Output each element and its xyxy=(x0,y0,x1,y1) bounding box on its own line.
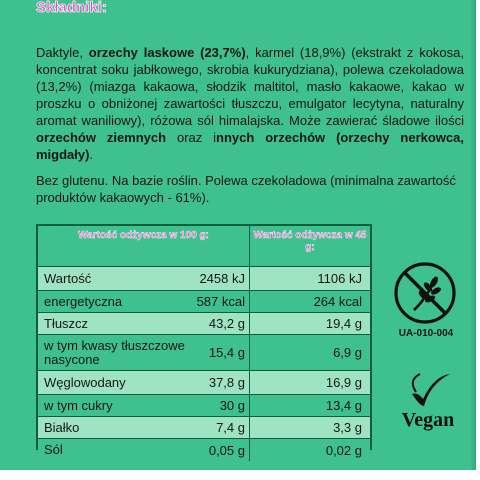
row-value-45g: 3,3 g xyxy=(333,420,362,435)
crossed-grain-icon xyxy=(392,260,458,326)
table-row xyxy=(38,267,370,291)
row-value-45g: 6,9 g xyxy=(333,345,362,360)
row-label: w tym cukry xyxy=(44,397,113,413)
ingredient-part xyxy=(325,130,336,145)
ingredient-part: (orzechy nerkowca, migdały) xyxy=(36,130,464,162)
row-label: Wartość xyxy=(44,270,92,286)
vegan-label: Vegan xyxy=(401,409,455,431)
ingredient-part: , karmel (18,9%) (ekstrakt z kokosa, koncentrat soku jabłkowego, skrobia kukurydziana), polewa czekoladowa (13,2%) (miazga kakaowa, słodzik maltitol, masło kakaowe, kakao w proszku o obniżonej zawartości tłuszczu, emulgator lecytyna, naturalny aromat waniliowy), różowa sól himalajska. Może zawierać śladowe ilości xyxy=(36,45,465,128)
ingredient-part: orzechy laskowe (23,7%) xyxy=(88,45,246,60)
row-value-45g: 0,02 g xyxy=(325,442,362,458)
ingredient-part: Daktyle, xyxy=(36,45,89,60)
row-label: Tłuszcz xyxy=(44,315,89,331)
row-value-100g: 7,4 g xyxy=(158,417,250,438)
row-value-100g: 43,2 g xyxy=(158,313,250,334)
nutrition-table-header xyxy=(38,226,370,267)
ingredient-part: orzechów ziemnych xyxy=(36,130,167,145)
ingredients-heading: Składniki: xyxy=(36,0,107,16)
table-row xyxy=(38,335,370,371)
row-value-45g: 19,4 g xyxy=(325,316,362,331)
row-value-45g: 13,4 g xyxy=(325,398,362,413)
ingredient-part: . xyxy=(89,147,94,162)
table-row xyxy=(38,313,370,335)
row-label: Węglowodany xyxy=(44,374,126,390)
row-value-100g: 587 kcal xyxy=(158,291,250,312)
row-label: Sól xyxy=(44,442,63,457)
header-per-45g: Wartość odżywcza w 45 g: xyxy=(253,230,367,253)
bottom-border xyxy=(0,470,480,480)
header-per-100g: Wartość odżywcza w 100 g: xyxy=(38,226,250,266)
row-value-100g: 15,4 g xyxy=(188,335,250,370)
product-notes: Bez glutenu. Na bazie roślin. Polewa czekoladowa (minimalna zawartość produktów kakaowych - 61%). xyxy=(36,173,456,205)
table-row xyxy=(38,395,370,417)
row-label: energetyczna xyxy=(44,293,123,309)
ingredient-part: nnych orzechów xyxy=(216,130,326,145)
nutrition-table xyxy=(36,224,372,458)
table-row xyxy=(38,371,370,395)
ingredients-text xyxy=(36,44,464,163)
row-value-45g: 16,9 g xyxy=(325,375,362,390)
right-border xyxy=(470,0,480,480)
vegan-leaf-icon xyxy=(390,366,464,438)
row-value-45g: 1106 kJ xyxy=(317,271,362,286)
gluten-free-code: UA-010-004 xyxy=(398,328,454,339)
row-label: w tym kwasy tłuszczowe nasycone xyxy=(44,337,185,367)
table-row xyxy=(38,439,370,461)
row-value-100g: 2458 kJ xyxy=(158,267,250,290)
row-value-45g: 264 kcal xyxy=(313,294,362,309)
row-value-100g: 30 g xyxy=(158,395,250,416)
row-label: Białko xyxy=(44,419,80,435)
row-value-100g: 0,05 g xyxy=(158,439,250,461)
ingredient-part: oraz i xyxy=(166,130,217,145)
row-value-100g: 37,8 g xyxy=(158,371,250,394)
table-row xyxy=(38,291,370,313)
table-row xyxy=(38,417,370,439)
